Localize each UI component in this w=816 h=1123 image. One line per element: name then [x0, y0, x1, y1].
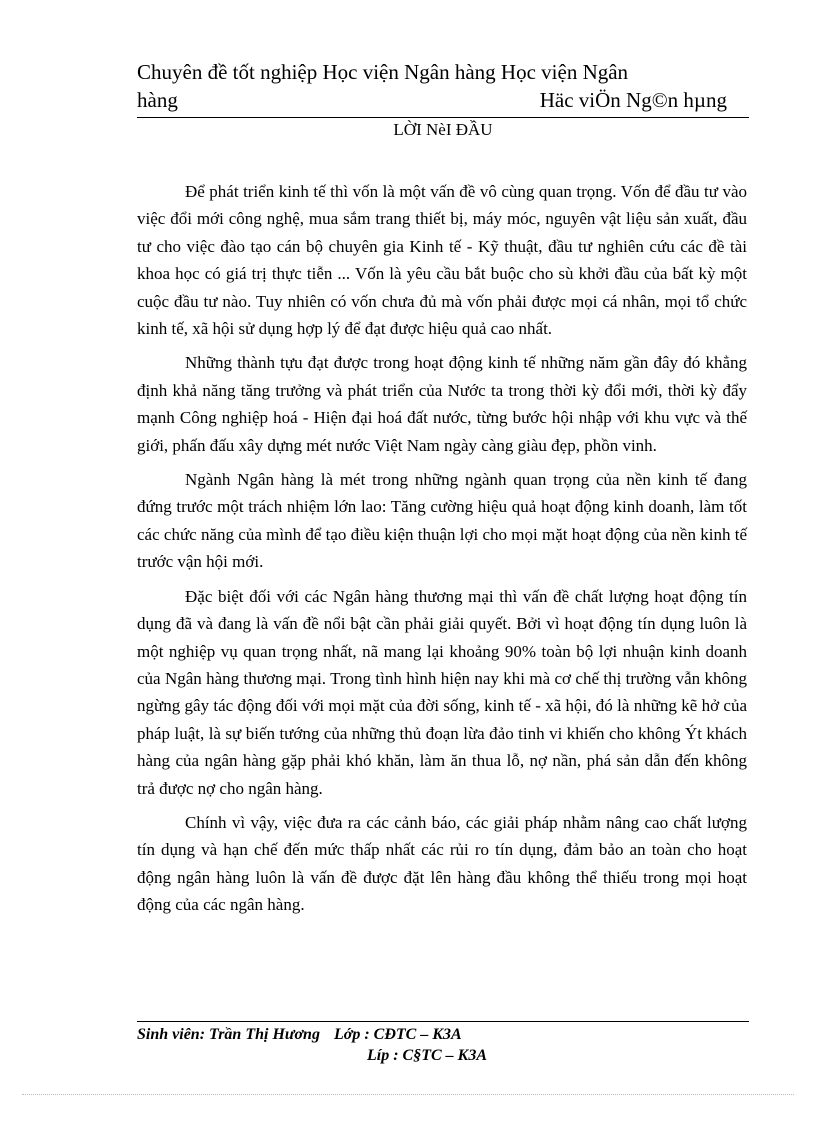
footer-rule: [137, 1021, 749, 1022]
header-line-2-left: hàng: [137, 88, 178, 112]
footer-class: Lớp : CĐTC – K3A: [333, 1026, 462, 1043]
document-body: [137, 178, 747, 926]
paragraph: Đặc biệt đối với các Ngân hàng thương mại thì vấn đề chất lượng hoạt động tín dụng đã và đang là vấn đề nổi bật cần phải giải quyết. Bởi vì hoạt động tín dụng luôn là một nghiệp vụ quan trọng nhất, nã mang lại khoảng 90% toàn bộ lợi nhuận kinh doanh của Ngân hàng thương mại. Trong tình hình hiện nay khi mà cơ chế thị trường vẫn không ngừng gây tác động đối với mọi mặt của đời sống, kinh tế - xã hội, đó là những kẽ hở của pháp luật, là sự biến tướng của những thủ đoạn lừa đảo tinh vi khiến cho không Ýt khách hàng của ngân hàng gặp phải khó khăn, làm ăn thua lỗ, nợ nần, phá sản dẫn đến không trả được nợ cho ngân hàng.: [137, 586, 747, 798]
paragraph: Những thành tựu đạt được trong hoạt động kinh tế những năm gần đây đó khẳng định khả năng tăng trưởng và phát triển của Nước ta trong thời kỳ đổi mới, thời kỳ đẩy mạnh Công nghiệp hoá - Hiện đại hoá đất nước, từng bước hội nhập với khu vực và thế giới, phấn đấu xây dựng mét nước Việt Nam ngày càng giàu đẹp, phồn vinh.: [137, 353, 747, 455]
header-line-1: Chuyên đề tốt nghiệp Học viện Ngân hàng Học viện Ngân: [137, 60, 629, 84]
section-title: LỜI NèI ĐẦU: [393, 120, 493, 139]
paragraph: Để phát triển kinh tế thì vốn là một vấn đề vô cùng quan trọng. Vốn để đầu tư vào việc đổi mới công nghệ, mua sắm trang thiết bị, máy móc, nguyên vật liệu sản xuất, đầu tư cho việc đào tạo cán bộ chuyên gia Kinh tế - Kỹ thuật, đầu tư nghiên cứu các đề tài khoa học có giá trị thực tiễn ... Vốn là yêu cầu bắt buộc cho sù khởi đầu của bất kỳ một cuộc đầu tư nào. Tuy nhiên có vốn chưa đủ mà vốn phải được mọi cá nhân, mọi tổ chức kinh tế, xã hội sử dụng hợp lý để đạt được hiệu quả cao nhất.: [137, 182, 747, 339]
page-bottom-dotted-line: [22, 1094, 794, 1095]
footer-line-1: [137, 1024, 749, 1045]
paragraph: Chính vì vậy, việc đưa ra các cảnh báo, các giải pháp nhằm nâng cao chất lượng tín dụng và hạn chế đến mức thấp nhất các rủi ro tín dụng, đảm bảo an toàn cho hoạt động ngân hàng luôn là vấn đề được đặt lên hàng đầu không thể thiếu trong mọi hoạt động của các ngân hàng.: [137, 812, 747, 915]
paragraph: Ngành Ngân hàng là mét trong những ngành quan trọng của nền kinh tế đang đứng trước một trách nhiệm lớn lao: Tăng cường hiệu quả hoạt động kinh doanh, làm tốt các chức năng của mình để tạo điều kiện thuận lợi cho mọi mặt hoạt động của nền kinh tế trước vận hội mới.: [137, 470, 747, 572]
page-header: [137, 58, 749, 114]
footer-class-alt: Líp : C§TC – K3A: [367, 1047, 488, 1064]
header-line-2-right: Häc viÖn Ng©n hµng: [539, 88, 727, 112]
footer-student: Sinh viên: Trần Thị Hương: [137, 1026, 320, 1043]
header-line-2: [137, 86, 749, 114]
page-footer: [137, 1024, 749, 1066]
